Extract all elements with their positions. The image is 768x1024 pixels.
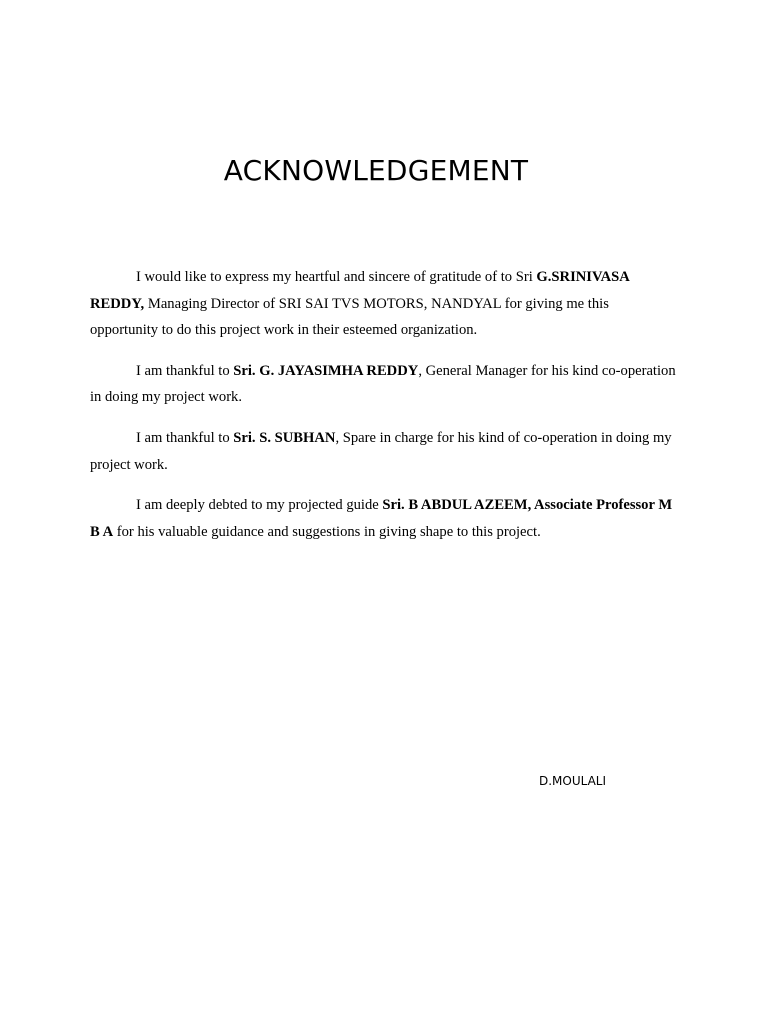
paragraph-project-guide (90, 492, 680, 545)
paragraph-general-manager (90, 358, 680, 411)
paragraph-bold-name: Sri. B ABDUL AZEEM, Associate Professor M B A (90, 497, 673, 540)
paragraph-text: I am deeply debted to my projected guide (136, 497, 383, 514)
paragraph-text: I am thankful to (136, 429, 234, 446)
signature-name: D.MOULALI (539, 774, 607, 788)
paragraph-text: I am thankful to (136, 362, 234, 379)
paragraph-bold-name: Sri. S. SUBHAN (233, 429, 336, 446)
paragraph-spare-in-charge (90, 425, 680, 478)
acknowledgement-body (90, 264, 680, 559)
paragraph-bold-name: G.SRINIVASA REDDY, (90, 269, 630, 312)
paragraph-text: for his valuable guidance and suggestions in giving shape to this project. (113, 523, 541, 540)
paragraph-text: , Spare in charge for his kind of co-operation in doing my project work. (90, 429, 672, 473)
paragraph-managing-director (90, 264, 680, 344)
paragraph-text: Managing Director of SRI SAI TVS MOTORS, NANDYAL for giving me this opportunity to do this project work in their esteemed organization. (90, 295, 609, 339)
paragraph-text: , General Manager for his kind co-operation in doing my project work. (90, 362, 676, 406)
paragraph-text: I would like to express my heartful and sincere of gratitude of to Sri (136, 269, 537, 285)
page-title: ACKNOWLEDGEMENT (223, 154, 529, 187)
paragraph-bold-name: Sri. G. JAYASIMHA REDDY (233, 362, 419, 379)
